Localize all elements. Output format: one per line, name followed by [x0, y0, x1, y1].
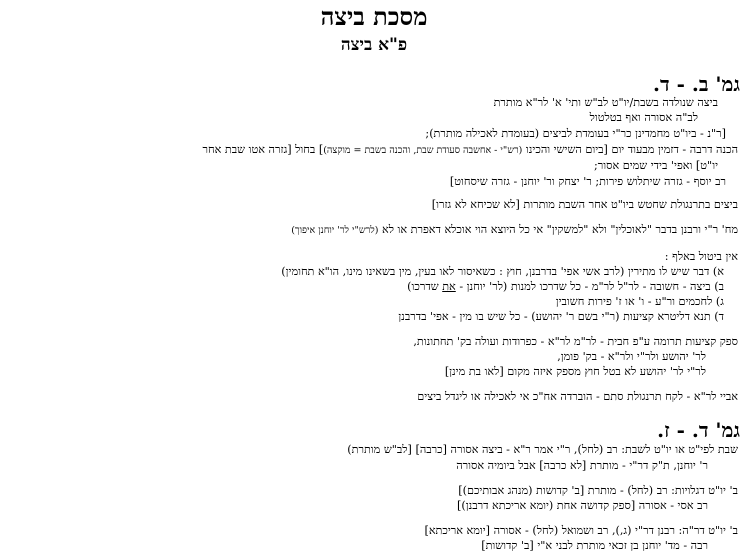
section-heading-2: גמ' ד. - ז.	[657, 418, 740, 442]
list-item: א) דבר שיש לו מתירין (לרב אשי אפי' בדרבנן, חוץ : כשאיסור לאו בעין, מין בשאינו מינו, הו"א תחומין)	[281, 265, 724, 278]
underlined-word: את	[442, 280, 456, 293]
text-segment: ] בחול [גזרה אטו שבת אחר	[202, 143, 324, 156]
text-line: [ר"נ - ביו"ט מחמדינן כר"י בעומדת לביצים (בעומדת לאכילה מותרת);	[425, 127, 726, 140]
text-line: רבה - מד' יוחנן בן זכאי מותרת לבני א"י [ב' קדושות]	[481, 539, 708, 552]
text-line: ר' יוחנן, ת"ק דר"י - מותרת [לא כרבה] אבל ביומיה אסורה	[456, 459, 708, 472]
text-line: לר' יהושע ולר"י ולר"א - בק' פומן,	[557, 350, 706, 363]
text-line: לב"ה אסורה ואף בטלטול	[589, 111, 698, 124]
text-line: ב' יו"ט דגלויות: רב (לחל) - מותרת [ב' קדושות (מנהג אבותיכם)]	[458, 484, 738, 497]
text-segment: שדרכו)	[407, 280, 439, 293]
list-item: ג) לחכמים ור"ע - ו' או ז' פירות חשובין	[555, 295, 724, 308]
text-line: ספק קציעות תרומה ע"פ חבית - לר"מ לר"א - כפרודות ועולה בק' תחתונות,	[413, 335, 738, 348]
text-note: (לרש"י לר' יוחנן איפוך)	[291, 225, 379, 236]
text-line: ב' יו"ט דר"ה: רבנן דר"י (ג,), רב ושמואל (לחל) - אסורה [יומא אריכתא]	[424, 524, 738, 537]
text-segment: ב) ביצה - חשובה - לר"ל לר"מ - כל שדרכו למנות (לר' יוחנן -	[459, 280, 724, 293]
document-title: מסכת ביצה	[320, 2, 428, 31]
text-line: רב אסי - אסורה [ספק קדושה אחת (יומא אריכתא דרבנן)]	[456, 499, 708, 512]
text-line	[203, 142, 738, 158]
text-line	[291, 222, 738, 238]
text-line: רב יוסף - גזרה שיתלוש פירות; ר' יצחק ור' יוחנן - גזרה שיסחוט]	[449, 175, 726, 188]
text-note: (רש"י - אחשבה סעודת שבת, והכנה בשבת = מוקצה)	[323, 145, 523, 156]
list-item	[407, 279, 724, 294]
section-heading-1: גמ' ב. - ד.	[653, 72, 740, 96]
text-line: ביצה שנולדה בשבת/יו"ט לב"ש ותי' א' לר"א מותרת	[493, 96, 718, 109]
text-line: יו"ט] ואפי' בידי שמים אסור;	[593, 159, 718, 172]
text-segment: מח' ר"י ורבנן בדבר "לאוכלין" ולא "למשקין" אי כל היוצא הוי אוכלא דאפרת או לא	[381, 223, 738, 236]
text-line: אין ביטול באלף :	[664, 250, 738, 263]
text-segment: הכנה דרבה - דזמין מבעוד יום [ביום השישי והכינו	[525, 143, 738, 156]
text-line: לר"י לר' יהושע לא בטל חוץ מספק איזה מקום [לאו בת מינן]	[444, 365, 706, 378]
text-line: ביצים בתרנגולת שחטש ביו"ט אחר השבת מותרות [לא שכיחא לא גזרו]	[431, 198, 738, 211]
document-subtitle: פ"א ביצה	[340, 35, 408, 55]
text-line: שבת לפי"ט או יו"ט לשבת: רב (לחל), ר"י אמר ר"א - ביצה אסורה [כרבה] [לב"ש מותרת)	[347, 443, 738, 456]
text-line: אביי לר"א - לקח תרנגולת סתם - הוברדה אח"כ אי לאכילה או ליגדל ביצים	[417, 390, 738, 403]
list-item: ד) תנא דליטרא קציעות (ר"י בשם ר' יהושע) - כל שיש בו מין - אפי' בדרבנן	[398, 310, 724, 323]
